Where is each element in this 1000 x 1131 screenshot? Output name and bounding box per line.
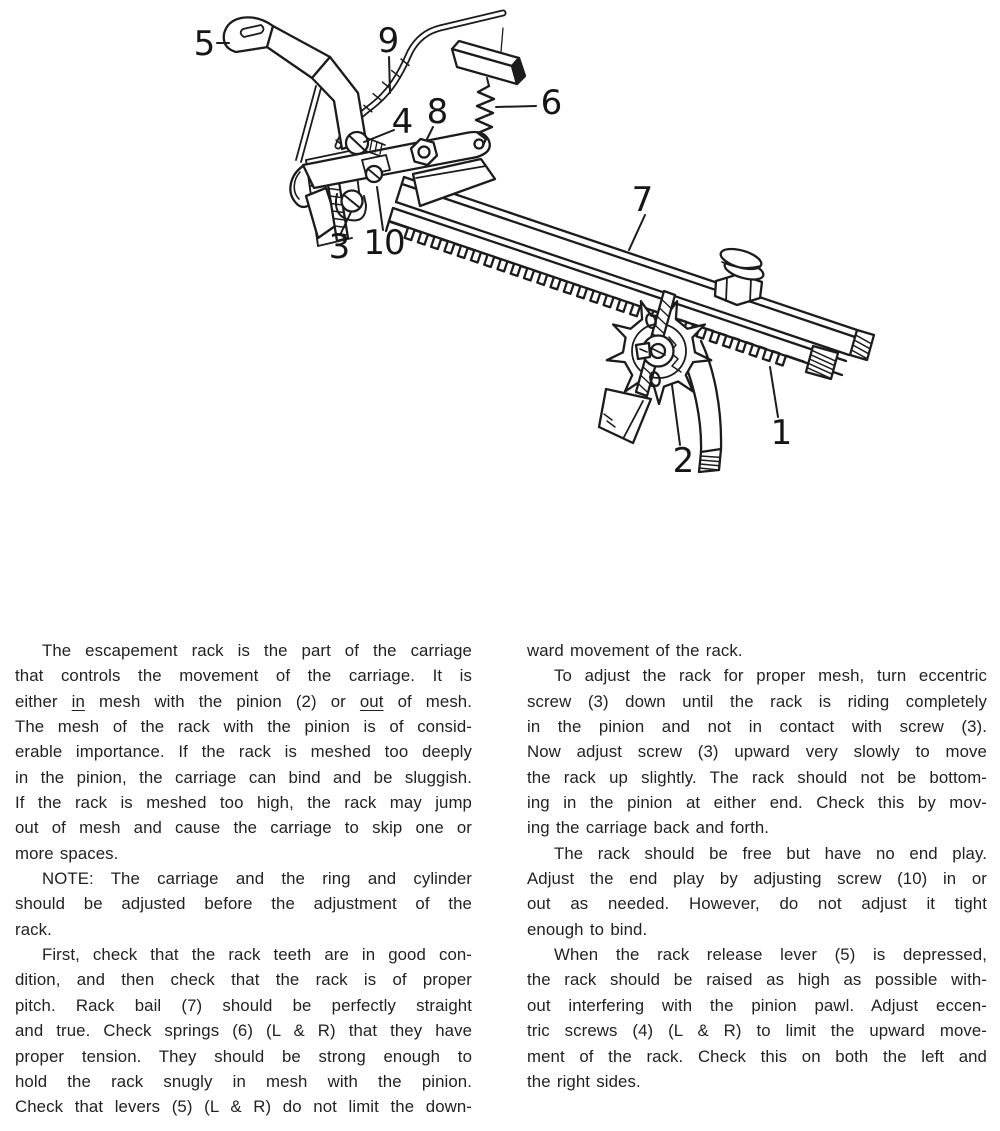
text-line: in the pinion and not in contact with screw (3).	[527, 717, 987, 737]
text-line: and true. Check springs (6) (L & R) that they have	[15, 1021, 472, 1041]
bail-top-edge	[404, 177, 857, 330]
text-line: should be adjusted before the adjustment of the	[15, 894, 472, 914]
text-line: tric screws (4) (L & R) to limit the upward move-	[527, 1021, 987, 1041]
callout-label-3: 3	[328, 227, 350, 267]
text-line: ing the carriage back and forth.	[527, 818, 770, 838]
guide-line	[501, 28, 503, 52]
callout-label-5: 5	[193, 24, 215, 64]
text-line: NOTE: The carriage and the ring and cylinder	[42, 869, 472, 889]
text-line: proper tension. They should be strong enough to	[15, 1046, 472, 1066]
text-line: screw (3) down until the rack is riding completely	[527, 691, 987, 711]
text-line: If the rack is meshed too high, the rack may jump	[15, 793, 472, 813]
callout-label-8: 8	[426, 92, 448, 132]
callout-label-10: 10	[363, 223, 405, 263]
callout-label-9: 9	[377, 21, 399, 61]
text-line: ing in the pinion at either end. Check this by mov-	[527, 793, 987, 813]
bail-screw	[715, 245, 765, 305]
callout-label-1: 1	[770, 413, 792, 453]
pinion-2	[607, 291, 711, 404]
text-line: Now adjust screw (3) upward very slowly to move	[527, 742, 987, 762]
text-line: the right sides.	[527, 1071, 641, 1091]
end-play-screw-10	[362, 155, 390, 182]
callout-label-4: 4	[391, 102, 413, 142]
text-line: erable importance. If the rack is meshed too deeply	[15, 742, 472, 762]
text-line: out as needed. However, do not adjust it tight	[527, 894, 987, 914]
text-line: The mesh of the rack with the pinion is of consid-	[15, 717, 472, 737]
text-line: When the rack release lever (5) is depressed,	[554, 945, 987, 965]
text-column-left	[15, 638, 472, 1120]
text-line: out interfering with the pinion pawl. Adjust eccen-	[527, 995, 987, 1015]
text-line: dition, and then check that the rack is of proper	[15, 970, 472, 990]
callout-label-6: 6	[540, 83, 562, 123]
text-line: the rack up slightly. The rack should not be bottom-	[527, 767, 987, 787]
text-line: rack.	[15, 919, 52, 939]
text-line: out of mesh and cause the carriage to skip one or	[15, 818, 472, 838]
text-line: Check that levers (5) (L & R) do not limit the down-	[15, 1097, 472, 1117]
text-line: more spaces.	[15, 843, 119, 863]
rack-release-lever-5	[224, 17, 366, 162]
text-column-right	[527, 638, 987, 1094]
callout-label-2: 2	[672, 441, 694, 481]
text-line: that controls the movement of the carriage. It is	[15, 666, 472, 686]
text-line: ward movement of the rack.	[527, 641, 743, 660]
text-line: ment of the rack. Check this on both the left and	[527, 1046, 987, 1066]
callout-label-7: 7	[631, 180, 653, 220]
text-line: in the pinion, the carriage can bind and be sluggish.	[15, 767, 472, 787]
text-line: hold the rack snugly in mesh with the pinion.	[15, 1071, 472, 1091]
text-line: enough to bind.	[527, 919, 648, 939]
text-line: The escapement rack is the part of the carriage	[42, 641, 472, 660]
text-line: To adjust the rack for proper mesh, turn eccentric	[554, 666, 987, 686]
text-line: either in mesh with the pinion (2) or out of mesh.	[15, 691, 473, 711]
text-line: pitch. Rack bail (7) should be perfectly straight	[15, 995, 472, 1015]
rack-spring-6	[452, 41, 525, 145]
text-line: the rack should be raised as high as possible with-	[527, 970, 987, 990]
text-line: Adjust the end play by adjusting screw (10) in or	[527, 869, 987, 889]
text-line: First, check that the rack teeth are in good con-	[42, 945, 472, 965]
text-line: The rack should be free but have no end play.	[554, 843, 987, 863]
